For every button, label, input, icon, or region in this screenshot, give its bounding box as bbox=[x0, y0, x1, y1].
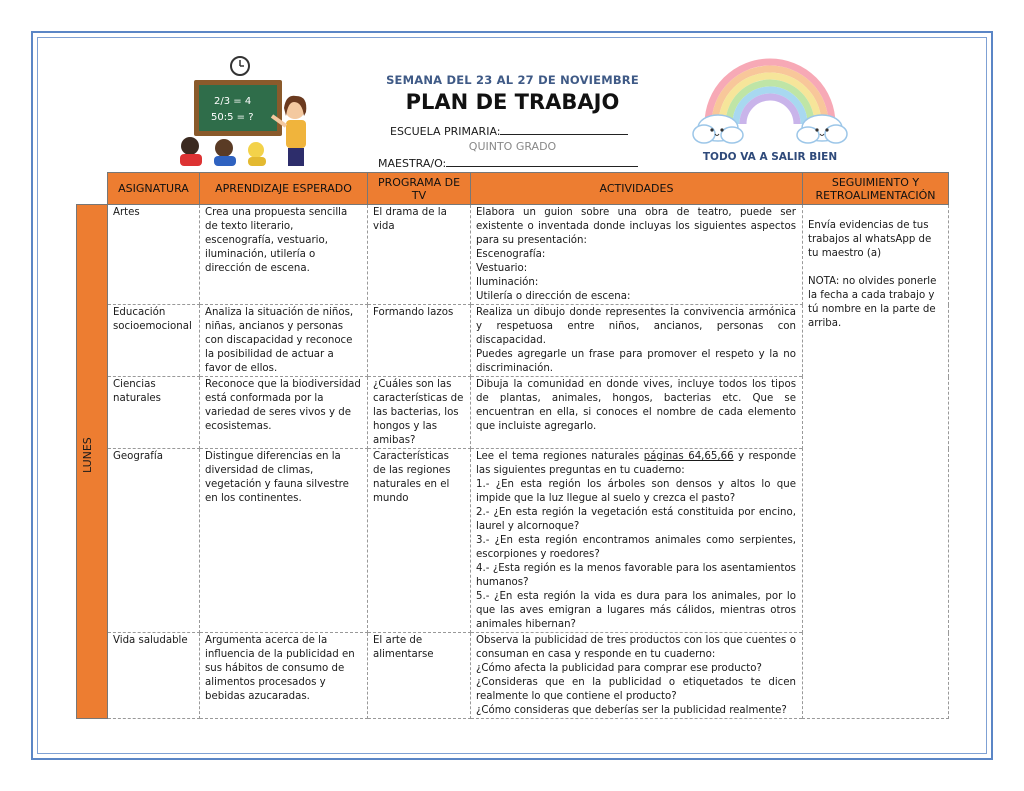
learning-cell: Analiza la situación de niños, niñas, ancianos y personas con discapacidad y reconoce la posibilidad de actuar a favor de ellos. bbox=[200, 305, 368, 377]
activity-line: Iluminación: bbox=[476, 277, 539, 288]
feedback-cell bbox=[803, 205, 949, 719]
school-blank-line bbox=[500, 124, 628, 135]
day-label: LUNES bbox=[81, 436, 94, 473]
subject-cell: Geografía bbox=[108, 449, 200, 633]
learning-cell: Crea una propuesta sencilla de texto literario, escenografía, vestuario, iluminación, utilería o dirección de escena. bbox=[200, 205, 368, 305]
rainbow-caption: TODO VA A SALIR BIEN bbox=[702, 151, 838, 163]
feedback-note-text: NOTA: no olvides ponerle la fecha a cada trabajo y tú nombre en la parte de arriba. bbox=[808, 276, 937, 329]
activity-intro bbox=[476, 450, 796, 478]
activity-line: ¿Cómo consideras que deberías ser la publicidad realmente? bbox=[476, 705, 787, 716]
activity-line: Puedes agregarle un frase para promover el respeto y la no discriminación. bbox=[476, 349, 796, 374]
tv-program-cell: El arte de alimentarse bbox=[368, 633, 471, 719]
activity-line: 2.- ¿En esta región la vegetación está constituida por encino, laurel y alcornoque? bbox=[476, 507, 796, 532]
activities-cell bbox=[471, 377, 803, 449]
week-title: SEMANA DEL 23 AL 27 DE NOVIEMBRE bbox=[386, 73, 639, 87]
header-corner bbox=[77, 173, 108, 205]
activity-line: Vestuario: bbox=[476, 263, 528, 274]
activity-line: Observa la publicidad de tres productos con los que cuentes o consuman en casa y responde en tu cuaderno: bbox=[476, 635, 796, 660]
table-row bbox=[77, 205, 949, 305]
feedback-evidence-text: Envía evidencias de tus trabajos al whatsApp de tu maestro (a) bbox=[808, 220, 932, 259]
rainbow-illustration bbox=[690, 58, 850, 168]
teacher-field bbox=[378, 156, 638, 170]
chalkboard bbox=[199, 85, 277, 131]
column-header-tv: PROGRAMA DE TV bbox=[368, 173, 471, 205]
column-header-learning: APRENDIZAJE ESPERADO bbox=[200, 173, 368, 205]
tv-program-cell: Características de las regiones naturales en el mundo bbox=[368, 449, 471, 633]
svg-text:50:5 = ?: 50:5 = ? bbox=[211, 112, 254, 123]
activity-line: Elabora un guion sobre una obra de teatro, puede ser existente o inventada donde incluyas los siguientes aspectos para su presentación: bbox=[476, 207, 796, 246]
subject-cell: Educación socioemocional bbox=[108, 305, 200, 377]
subject-cell: Artes bbox=[108, 205, 200, 305]
column-header-subject: ASIGNATURA bbox=[108, 173, 200, 205]
activities-cell bbox=[471, 205, 803, 305]
column-header-activities: ACTIVIDADES bbox=[471, 173, 803, 205]
textbook-pages: páginas 64,65,66 bbox=[643, 451, 734, 462]
tv-program-cell: Formando lazos bbox=[368, 305, 471, 377]
activity-line: 3.- ¿En esta región encontramos animales como serpientes, escorpiones y roedores? bbox=[476, 535, 796, 560]
plan-table bbox=[76, 172, 949, 719]
column-header-feedback: SEGUIMIENTO Y RETROALIMENTACIÓN bbox=[803, 173, 949, 205]
subject-cell: Vida saludable bbox=[108, 633, 200, 719]
table-header-row bbox=[77, 173, 949, 205]
learning-cell: Distingue diferencias en la diversidad de climas, vegetación y fauna silvestre en los continentes. bbox=[200, 449, 368, 633]
teacher-classroom-illustration bbox=[178, 56, 313, 166]
activities-cell bbox=[471, 449, 803, 633]
teacher-label: MAESTRA/O: bbox=[378, 157, 447, 170]
activity-line: 1.- ¿En esta región los árboles son densos y altos lo que impide que la luz llegue al suelo y crezca el pasto? bbox=[476, 479, 796, 504]
activity-intro-start: Lee el tema regiones naturales bbox=[476, 451, 644, 462]
activities-cell bbox=[471, 305, 803, 377]
activity-line: Dibuja la comunidad en donde vives, incluye todos los tipos de plantas, animales, hongos, bacterias etc. Que se encuentran en ella, si conoces el nombre de cada elemento que incluiste agregarlo. bbox=[476, 379, 796, 432]
school-label: ESCUELA PRIMARIA: bbox=[390, 125, 501, 138]
tv-program-cell: ¿Cuáles son las características de las bacterias, los hongos y las amibas? bbox=[368, 377, 471, 449]
learning-cell: Reconoce que la biodiversidad está conformada por la variedad de seres vivos y de ecosistemas. bbox=[200, 377, 368, 449]
activity-line: ¿Cómo afecta la publicidad para comprar ese producto? bbox=[476, 663, 762, 674]
learning-cell: Argumenta acerca de la influencia de la publicidad en sus hábitos de consumo de alimentos procesados y bebidas azucaradas. bbox=[200, 633, 368, 719]
activity-line: Escenografía: bbox=[476, 249, 546, 260]
grade-label: QUINTO GRADO bbox=[468, 140, 557, 153]
activity-intro-end: y responde las siguientes preguntas en tu cuaderno: bbox=[476, 451, 796, 476]
tv-program-cell: El drama de la vida bbox=[368, 205, 471, 305]
subject-cell: Ciencias naturales bbox=[108, 377, 200, 449]
activity-line: Realiza un dibujo donde representes la convivencia armónica y respetuosa entre niños, ancianos, personas con discapacidad. bbox=[476, 307, 796, 346]
activities-cell bbox=[471, 633, 803, 719]
activity-line: ¿Consideras que en la publicidad o etiquetados te dicen realmente lo que contiene el producto? bbox=[476, 677, 796, 702]
activity-line: 4.- ¿Esta región es la menos favorable para los asentamientos humanos? bbox=[476, 563, 796, 588]
svg-text:2/3 = 4: 2/3 = 4 bbox=[214, 96, 252, 107]
school-field bbox=[390, 124, 628, 138]
page-title: PLAN DE TRABAJO bbox=[405, 90, 620, 114]
day-cell bbox=[77, 205, 108, 719]
activity-line: 5.- ¿En esta región la vida es dura para los animales, por lo que las aves emigran a lugares más cálidos, mientras otros animales hibernan? bbox=[476, 591, 796, 630]
teacher-blank-line bbox=[446, 156, 638, 167]
activity-line: Utilería o dirección de escena: bbox=[476, 291, 631, 302]
